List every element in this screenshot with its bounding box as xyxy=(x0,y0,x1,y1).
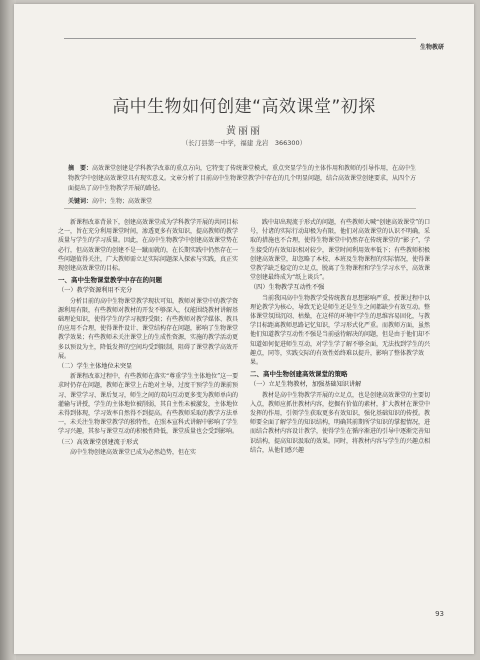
subsection-heading: （二）学生主体地位未突显 xyxy=(58,363,133,371)
subsection-heading: （四）生物教学互动性不强 xyxy=(250,284,325,292)
keywords-text: 高中；生物；高效课堂 xyxy=(92,198,153,205)
author-affiliation: （长汀县第一中学，福建 龙岩 366300） xyxy=(181,139,307,147)
left-column xyxy=(58,218,240,457)
article-author: 黄丽丽 xyxy=(226,126,262,137)
section-heading: 一、高中生物课堂教学中存在的问题 xyxy=(58,276,162,285)
body-paragraph: 当前我国高中生物教学受传统教育思想影响严重，授课过程中以理论教学为核心，导致无论是师生还是生生之间都缺少有效互动。整体课堂氛围沉闷、枯燥，在这样的环境中学生的思维容易固化，与教学目标距离教师思路记忆知识，学习形式化严重。而教师方面，虽然他们知道教学互动性不强是当前亟待解决的问题，但是由于他们却不知道如何促进师生互动，对学生学了解不够全面，无法找到学生的兴趣点，同等，实践交际的有效性始终难以提升，影响了整体教学效果。 xyxy=(250,294,431,367)
subsection-heading: （三）高效课堂创建流于形式 xyxy=(58,438,139,446)
column-tag: 生物教研 xyxy=(419,44,444,51)
header-rule xyxy=(64,38,416,39)
body-paragraph: 教材是高中生物教学开展的立足点，也是创建高效课堂的主要切入点，教师应抓住教材内容，挖掘有价值的素材，扩大教材在课堂中发挥的作用，引领学生获取更多有效知识，强化基础知识的传授。教师要全面了解学生的知识结构，明确其前期所学知识的掌握情况，进而结合教材内容设计教学，使得学生在循序渐进的引导中逐渐完善知识结构，提高知识汲取的效果。同时，将教材内容与学生的兴趣点相结合，从他们感兴趣 xyxy=(250,391,431,454)
abstract-text: 高效课堂创建是学科教学改革的重点方向，它特变了传统课堂模式，重点突显学生的主体作用和教师的引导作用，在高中生物教学中创建高效课堂具有现实意义。文章分析了目前高中生物课堂教学中存在的几个明显问题，结合高效课堂创建要求，从四个方面提出了高中生物教学开展的路径。 xyxy=(68,165,417,192)
magazine-page xyxy=(14,4,474,654)
body-paragraph: 新课程改革背景下，创建高效课堂成为学科教学开展的共同目标之一，旨在充分利用课堂时间，渗透更多有效知识，提高教师的教学质量与学生的学习质量。因此，在高中生物教学中创建高效课堂势在必行，但高效课堂的创建不是一蹴而就的，在长期实践中仍然存在一些问题值得关注，广大教师需立足实际问题深入探索与实践，真正实现创建高效课堂的目标。 xyxy=(58,219,239,273)
abstract-label: 摘 要： xyxy=(68,165,93,172)
body-paragraph: 高中生物创建高效课堂已成为必然趋势，但在实 xyxy=(70,448,197,456)
subsection-heading: （一）教学资源利用不充分 xyxy=(58,287,133,295)
abstract-rule xyxy=(64,208,416,209)
section-heading: 二、高中生物创建高效课堂的策略 xyxy=(250,370,348,379)
page-number: 93 xyxy=(435,610,444,618)
body-paragraph: 践中却出现流于形式的问题，有些教师大喊“创建高效课堂”的口号，付诸的实际行动却极为有限，他们对高效课堂的认识不明确，采取的措施也不合理，使得生物课堂中仍然存在传统课堂的“影子”，学生接受的有效知识相对较少，课堂时间利用效率低下；有些教师积极创建高效课堂，却忽略了本校、本班及生物课程的实际情况，使得课堂教学缺乏稳定的立足点，脱离了生物课程和学生学习水平，高效课堂创建最终成为“纸上谈兵”。 xyxy=(250,219,431,282)
right-column xyxy=(250,218,432,455)
abstract xyxy=(68,164,420,194)
body-paragraph: 分析目前的高中生物课堂教学现状可知，教师对课堂中的教学资源利用有限，有些教师对教材的开发不够深入，仅能围绕教材讲解基础理论知识，使得学生的学习视野受限；有些教师对教学媒体、教具的应用不合理，使得课件设计、课堂结构存在问题，影响了生物课堂教学效果；有些教师未关注课堂上的生成性资源，实施的教学活动更多以预设为主，降低发挥的空间均受到限制，阻碍了课堂教学高效开展。 xyxy=(58,297,239,360)
keywords-label: 关键词： xyxy=(68,198,93,205)
subsection-heading: （一）立足生物教材，加强基础知识讲解 xyxy=(250,381,362,389)
keywords xyxy=(68,196,420,205)
article-title: 高中生物如何创建“高效课堂”初探 xyxy=(112,97,376,117)
body-paragraph: 新课程改革过程中，有些教师在落实“尊重学生主体地位”这一要求时仍存在问题，教师在课堂上占绝对主导，过度干预学生的课前预习、课堂学习、课后复习，师生之间的双向互动更多变为教师单向的灌输与讲授，学生的主体地位被削弱，其自主性未被激发，主体地位未得到体现，学习效率自然得不到提高。有些教师采取的教学方法单一，未关注生物课堂教学的独特性，在照本宣科式讲解中影响了学生学习兴趣，其参与课堂互动的积极性降低，课堂质量也会受到影响。 xyxy=(58,373,239,436)
